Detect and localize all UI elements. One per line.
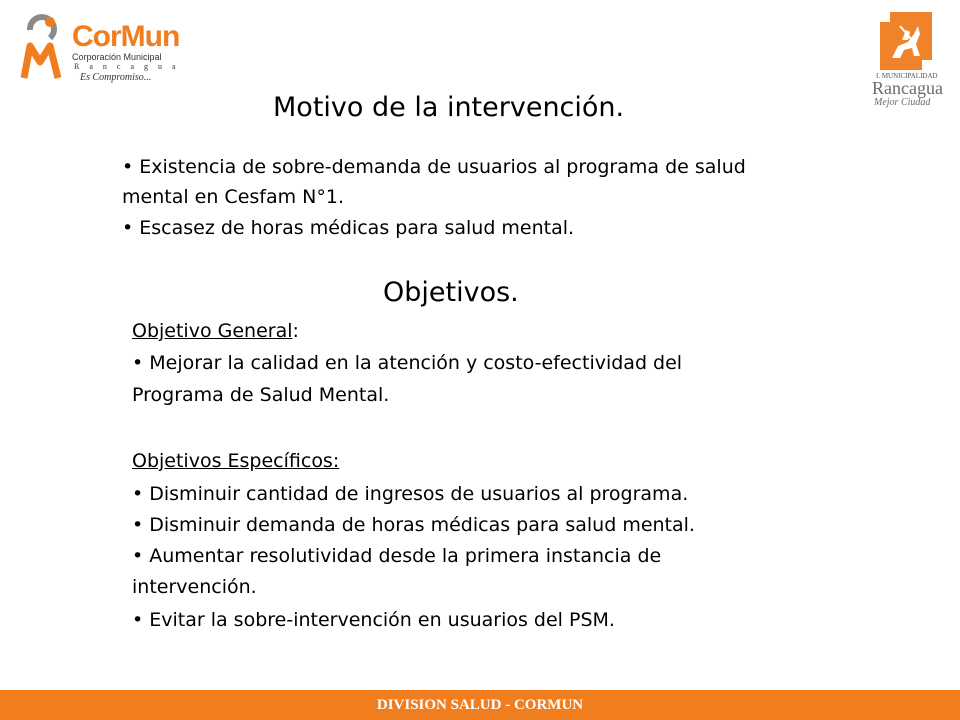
footer-text: DIVISION SALUD - CORMUN [376,697,584,713]
objetivo-especifico-3: • Aumentar resolutividad desde la primera instancia de [132,545,662,567]
motivo-line-1: • Existencia de sobre-demanda de usuarios al programa de salud [122,156,746,178]
municipal-logo [862,12,950,112]
motivo-title: Motivo de la intervención. [273,92,625,123]
objetivo-general-label: Objetivo General [132,320,293,342]
objetivo-general-line-1: • Mejorar la calidad en la atención y costo-efectividad del [132,352,683,374]
cormun-emblem-icon [20,12,70,82]
objetivo-especifico-4: • Evitar la sobre-intervención en usuarios del PSM. [132,609,615,631]
municipal-motto: Mejor Ciudad [874,97,931,108]
cormun-tagline: Es Compromiso... [80,72,152,83]
objetivo-especifico-2: • Disminuir demanda de horas médicas para salud mental. [132,514,695,536]
objetivo-general-line-2: Programa de Salud Mental. [132,384,390,406]
cormun-name: CorMun [72,20,180,53]
objetivo-general-colon: : [292,320,299,342]
cormun-city: R a n c a g u a [74,62,180,71]
cormun-logo [20,12,180,90]
objetivos-title: Objetivos. [383,277,519,308]
cormun-subtitle: Corporación Municipal [72,52,162,62]
footer-bar [0,690,960,720]
motivo-line-3: • Escasez de horas médicas para salud mental. [122,217,575,239]
municipal-prefix: I. MUNICIPALIDAD [876,72,938,80]
rancagua-seal-icon [880,12,932,70]
objetivo-especifico-1: • Disminuir cantidad de ingresos de usuarios al programa. [132,483,689,505]
motivo-line-2: mental en Cesfam N°1. [122,186,344,208]
objetivo-general-heading [132,316,299,346]
municipal-city: Rancagua [872,78,943,98]
objetivo-especifico-3-cont: intervención. [132,576,257,598]
objetivos-especificos-heading: Objetivos Específicos: [132,450,340,472]
